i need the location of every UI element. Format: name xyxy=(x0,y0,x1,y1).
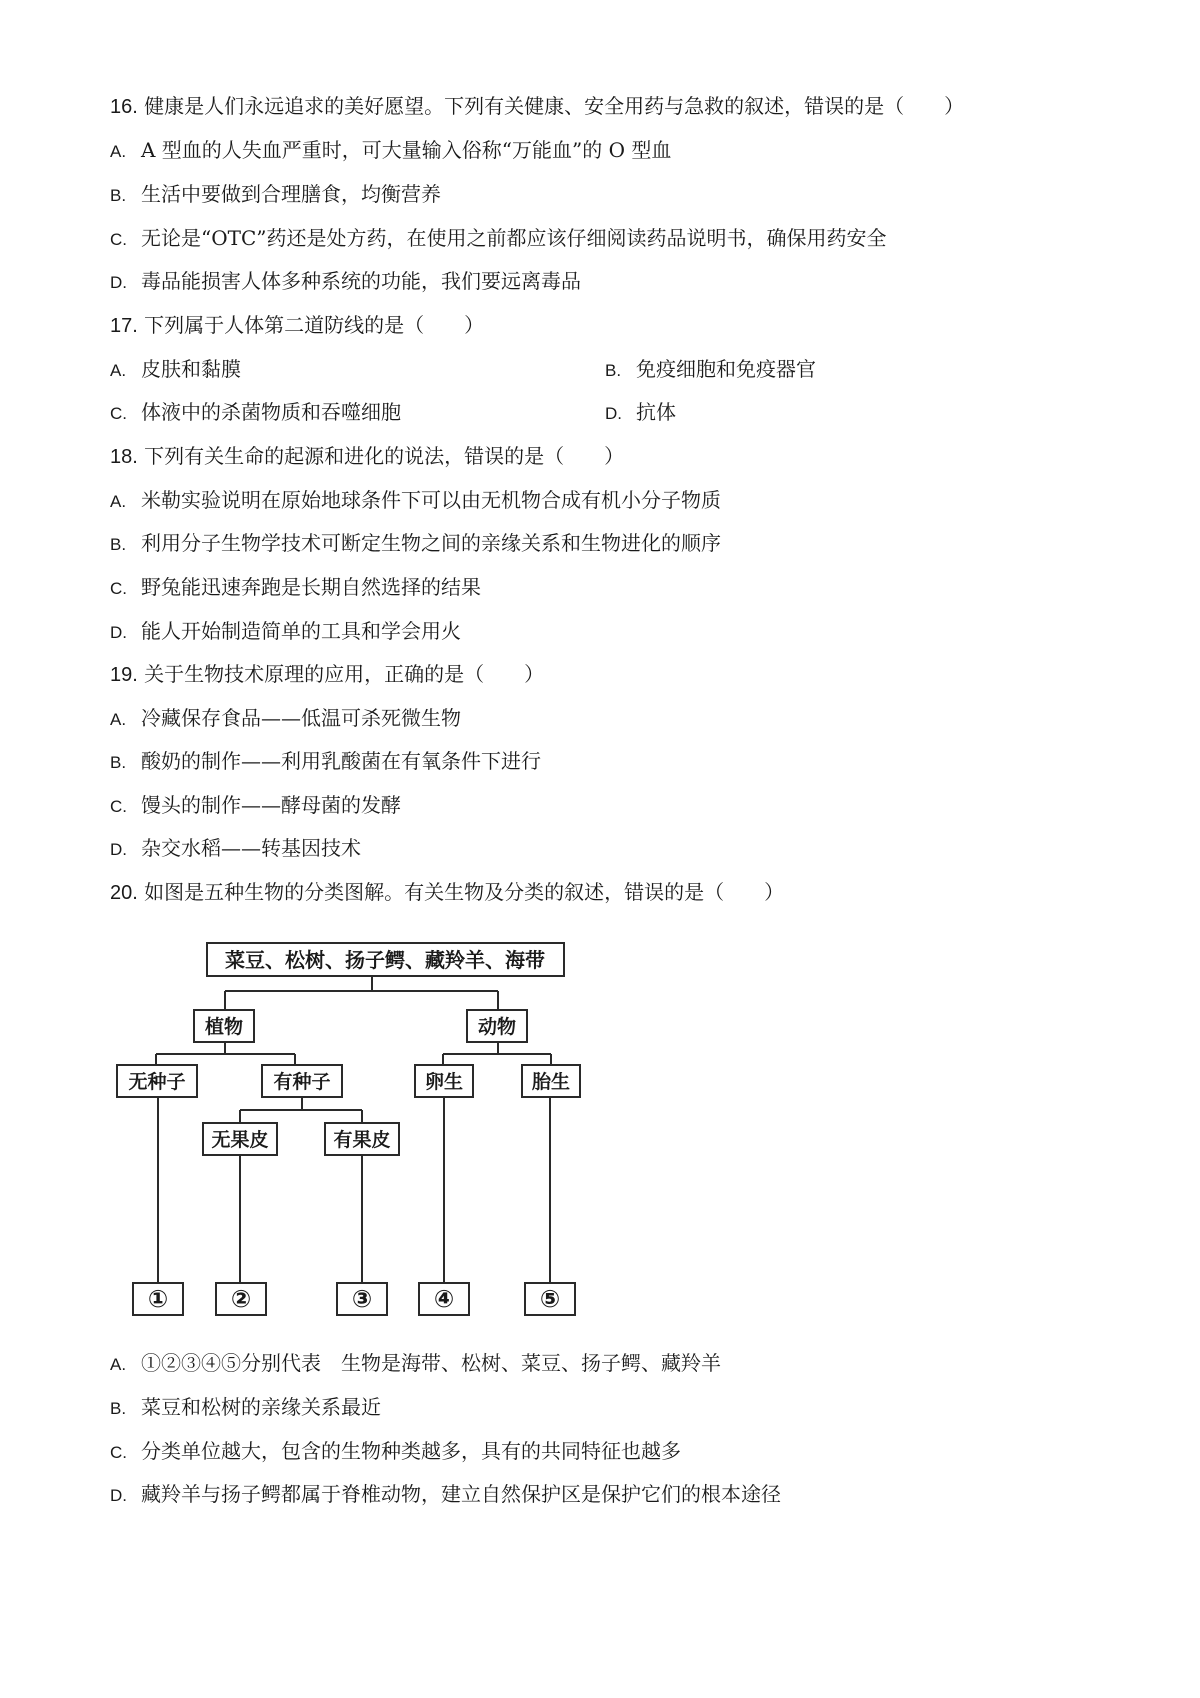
q16-option-b: B. 生活中要做到合理膳食，均衡营养 xyxy=(110,182,441,206)
q17-option-d: D. 抗体 xyxy=(605,400,676,424)
question-18-stem: 18. 下列有关生命的起源和进化的说法，错误的是（ ） xyxy=(110,444,625,468)
q16-option-d: D. 毒品能损害人体多种系统的功能，我们要远离毒品 xyxy=(110,269,581,293)
q19-option-d: D. 杂交水稻——转基因技术 xyxy=(110,836,361,860)
q20-option-a: A. ①②③④⑤分别代表 生物是海带、松树、菜豆、扬子鳄、藏羚羊 xyxy=(110,1351,721,1375)
viviparous-label: 胎生 xyxy=(531,1071,571,1093)
q19-option-c: C. 馒头的制作——酵母菌的发酵 xyxy=(110,793,401,817)
no-seed-label: 无种子 xyxy=(128,1071,186,1093)
q19-option-b: B. 酸奶的制作——利用乳酸菌在有氧条件下进行 xyxy=(110,749,541,773)
q20-option-b: B. 菜豆和松树的亲缘关系最近 xyxy=(110,1395,381,1419)
question-17-stem: 17. 下列属于人体第二道防线的是（ ） xyxy=(110,313,485,337)
q18-option-b: B. 利用分子生物学技术可断定生物之间的亲缘关系和生物进化的顺序 xyxy=(110,531,721,555)
q17-option-a: A. 皮肤和黏膜 xyxy=(110,357,241,381)
has-pericarp-label: 有果皮 xyxy=(333,1129,391,1151)
animal-label: 动物 xyxy=(477,1016,517,1038)
q19-option-a: A. 冷藏保存食品——低温可杀死微生物 xyxy=(110,706,461,730)
oviparous-label: 卵生 xyxy=(424,1071,464,1093)
leaf-label-3: ③ xyxy=(351,1285,373,1313)
q20-option-c: C. 分类单位越大，包含的生物种类越多，具有的共同特征也越多 xyxy=(110,1439,681,1463)
q18-option-a: A. 米勒实验说明在原始地球条件下可以由无机物合成有机小分子物质 xyxy=(110,488,721,512)
leaf-label-4: ④ xyxy=(433,1285,455,1313)
leaf-label-5: ⑤ xyxy=(539,1285,561,1313)
q17-option-c: C. 体液中的杀菌物质和吞噬细胞 xyxy=(110,400,401,424)
leaf-label-1: ① xyxy=(147,1285,169,1313)
leaf-label-2: ② xyxy=(230,1285,252,1313)
q16-option-a: A. A 型血的人失血严重时，可大量输入俗称“万能血”的 O 型血 xyxy=(110,138,672,162)
question-20-stem: 20. 如图是五种生物的分类图解。有关生物及分类的叙述，错误的是（ ） xyxy=(110,880,785,904)
q17-option-b: B. 免疫细胞和免疫器官 xyxy=(605,357,816,381)
root-label: 菜豆、松树、扬子鳄、藏羚羊、海带 xyxy=(225,948,545,972)
question-16-stem: 16. 健康是人们永远追求的美好愿望。下列有关健康、安全用药与急救的叙述，错误的是（ ） xyxy=(110,94,965,118)
q18-option-d: D. 能人开始制造简单的工具和学会用火 xyxy=(110,619,461,643)
has-seed-label: 有种子 xyxy=(273,1071,331,1093)
q20-option-d: D. 藏羚羊与扬子鳄都属于脊椎动物，建立自然保护区是保护它们的根本途径 xyxy=(110,1482,781,1506)
question-19-stem: 19. 关于生物技术原理的应用，正确的是（ ） xyxy=(110,662,545,686)
q16-option-c: C. 无论是“OTC”药还是处方药，在使用之前都应该仔细阅读药品说明书，确保用药安全 xyxy=(110,226,887,250)
plant-label: 植物 xyxy=(204,1016,244,1038)
q18-option-c: C. 野兔能迅速奔跑是长期自然选择的结果 xyxy=(110,575,481,599)
no-pericarp-label: 无果皮 xyxy=(211,1129,269,1151)
